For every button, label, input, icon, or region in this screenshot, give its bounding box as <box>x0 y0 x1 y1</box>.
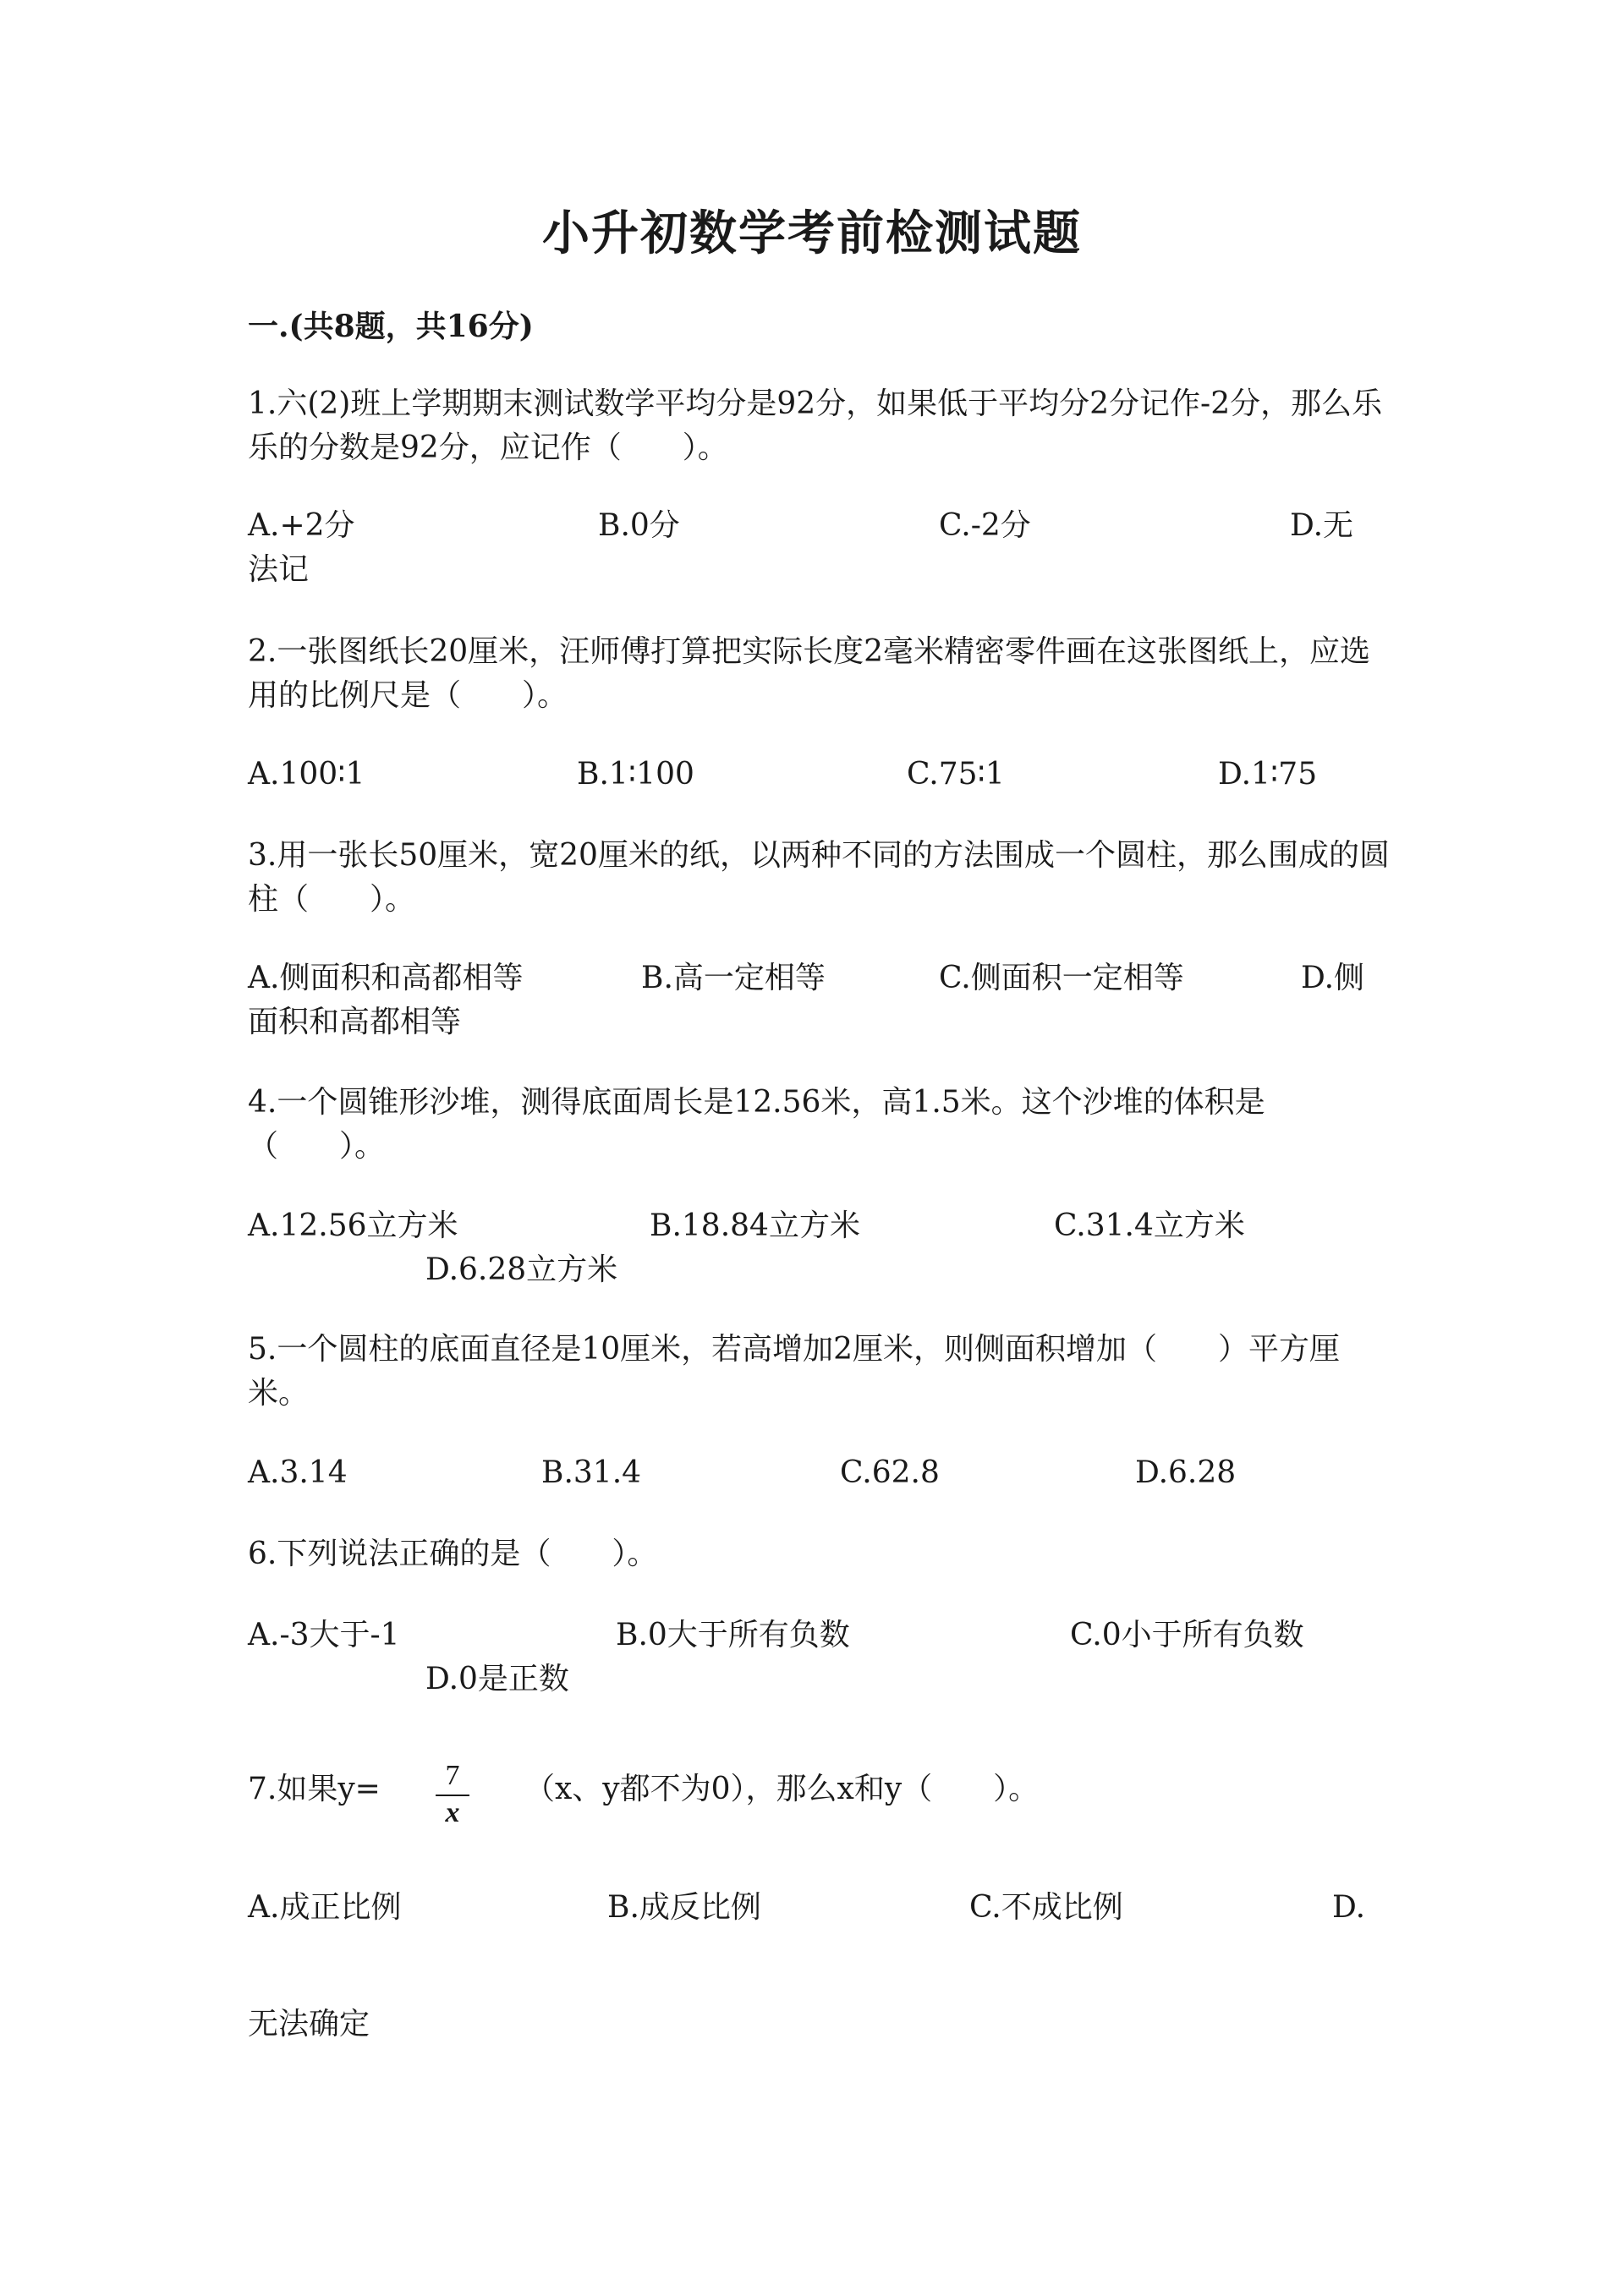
q3-option-c: C.侧面积一定相等 <box>939 961 1184 995</box>
q1-option-a: A.+2分 <box>248 508 355 543</box>
q5-option-d: D.6.28 <box>1135 1455 1237 1490</box>
q7-option-c: C.不成比例 <box>969 1890 1123 1925</box>
q2-option-b: B.1∶100 <box>577 757 694 792</box>
q2-option-c: C.75∶1 <box>907 757 1005 792</box>
fraction-denominator: x <box>445 1797 460 1828</box>
question-3: 3.用一张长50厘米，宽20厘米的纸，以两种不同的方法围成一个圆柱，那么围成的圆柱（ ）。 <box>248 838 1390 917</box>
q1-option-b: B.0分 <box>598 508 680 543</box>
q4-option-c: C.31.4立方米 <box>1054 1208 1245 1243</box>
fraction-7-over-x <box>436 1759 469 1830</box>
question-6: 6.下列说法正确的是（ ）。 <box>248 1537 658 1571</box>
q3-option-d: D.侧 <box>1301 961 1365 995</box>
question-7-suffix: （x、y都不为0），那么x和y（ ）。 <box>524 1772 1040 1806</box>
q1-option-d: D.无 <box>1290 508 1354 543</box>
q7-option-d-cont: 无法确定 <box>248 2007 370 2041</box>
q3-option-d-cont: 面积和高都相等 <box>248 1005 462 1039</box>
q5-option-b: B.31.4 <box>541 1455 642 1490</box>
q3-option-b: B.高一定相等 <box>641 961 826 995</box>
question-5: 5.一个圆柱的底面直径是10厘米，若高增加2厘米，则侧面积增加（ ）平方厘米。 <box>248 1332 1341 1411</box>
q2-option-d: D.1∶75 <box>1218 757 1318 792</box>
q7-option-d: D. <box>1332 1890 1366 1925</box>
q4-option-b: B.18.84立方米 <box>650 1208 860 1243</box>
q5-option-a: A.3.14 <box>248 1455 348 1490</box>
page-title: 小升初数学考前检测试题 <box>542 205 1082 261</box>
section-heading: 一.(共8题，共16分) <box>248 309 534 344</box>
q1-option-d-cont: 法记 <box>248 552 310 587</box>
q4-option-d: D.6.28立方米 <box>425 1252 618 1287</box>
q4-option-a: A.12.56立方米 <box>248 1208 458 1243</box>
q1-option-c: C.-2分 <box>939 508 1031 543</box>
q7-option-a: A.成正比例 <box>248 1890 402 1925</box>
question-7-prefix: 7.如果y= <box>248 1772 381 1806</box>
q6-option-d: D.0是正数 <box>425 1662 569 1696</box>
q2-option-a: A.100∶1 <box>248 757 365 792</box>
q7-option-b: B.成反比例 <box>607 1890 761 1925</box>
question-1: 1.六(2)班上学期期末测试数学平均分是92分，如果低于平均分2分记作-2分，那么乐乐的分数是92分，应记作（ ）。 <box>248 386 1383 465</box>
q3-option-a: A.侧面积和高都相等 <box>248 961 524 995</box>
question-4: 4.一个圆锥形沙堆，测得底面周长是12.56米，高1.5米。这个沙堆的体积是（ ）。 <box>248 1085 1265 1164</box>
q5-option-c: C.62.8 <box>840 1455 940 1490</box>
fraction-numerator: 7 <box>436 1759 469 1796</box>
q6-option-c: C.0小于所有负数 <box>1070 1618 1304 1652</box>
q6-option-a: A.-3大于-1 <box>248 1618 400 1652</box>
q6-option-b: B.0大于所有负数 <box>616 1618 850 1652</box>
question-2: 2.一张图纸长20厘米，汪师傅打算把实际长度2毫米精密零件画在这张图纸上，应选用的比例尺是（ ）。 <box>248 634 1371 713</box>
